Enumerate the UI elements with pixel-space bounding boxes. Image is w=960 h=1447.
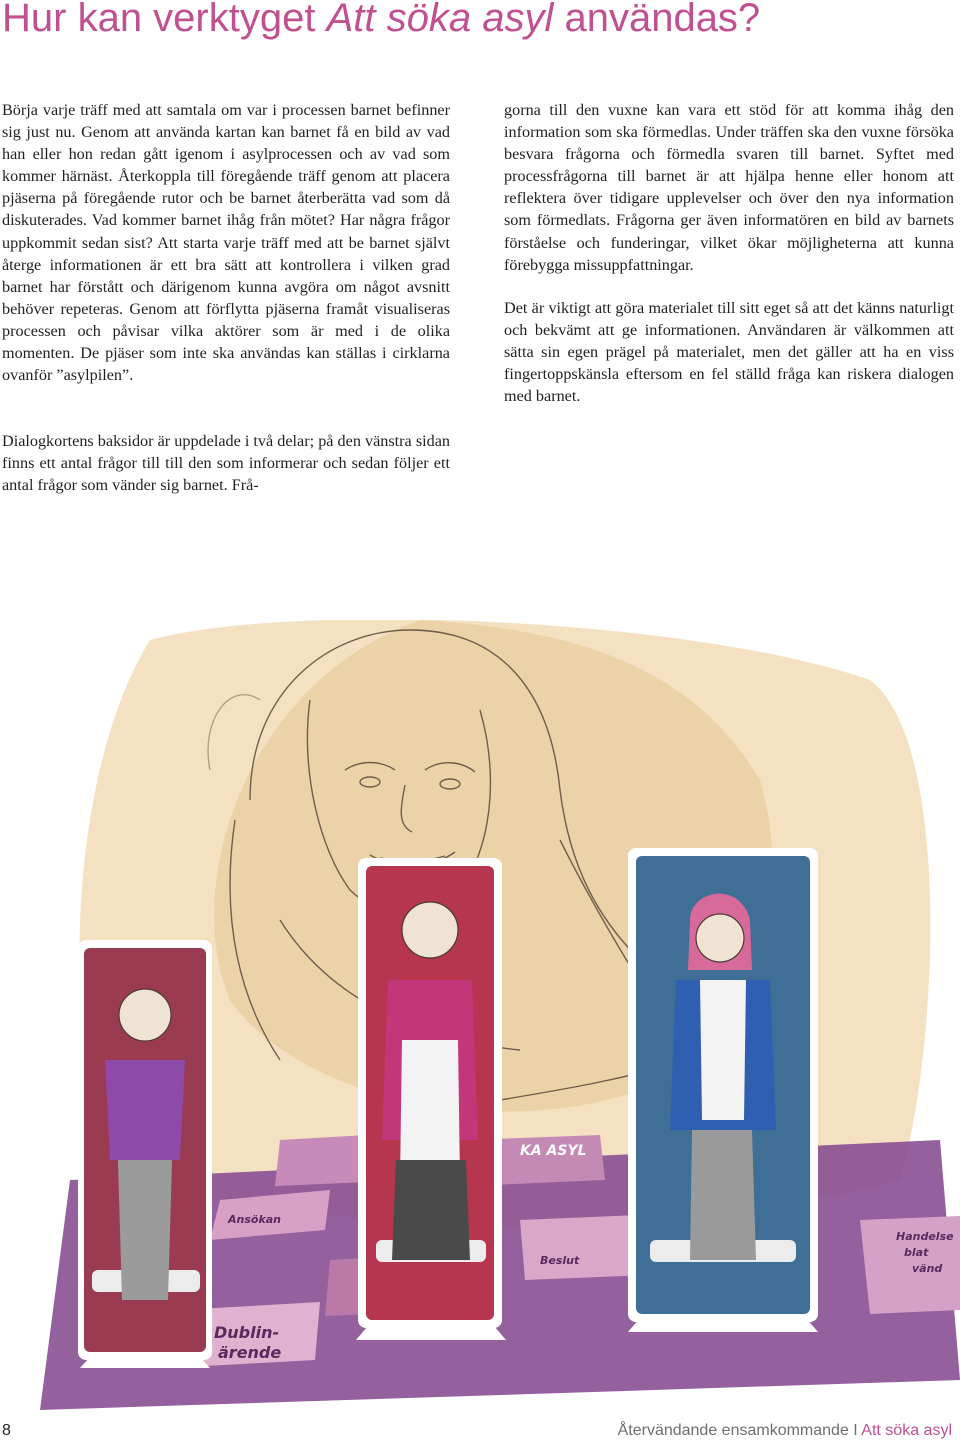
publication-accent: Att söka asyl <box>861 1422 952 1439</box>
title-part-2: användas? <box>553 0 761 40</box>
board-label-dublin-2: ärende <box>218 1343 282 1362</box>
right-column <box>504 99 954 407</box>
paragraph-own-material: Det är viktigt att göra materialet till sitt eget så att det känns naturligt och bekvämt att ge informationen. Användaren är välkommen att sätta sin egen prägel på materialet, men det gäller att ha en viss fingertoppskänsla eftersom en fel ställd fråga kan riskera dialogen med barnet. <box>504 298 954 406</box>
paragraph-questions: gorna till den vuxne kan vara ett stöd för att komma ihåg den information som ska förmedlas. Under träffen ska den vuxne försöka besvara frågorna och förmedla svaren till barnet. Syftet med processfrågorna till barnet är att hjälpa henne eller honom att reflektera över tidigare upplevelser och över den nya information som förmedlats. Frågorna ger även informatören en bild av barnets förståelse och funderingar, vilket ökar möjligheterna att kunna förebygga missuppfattningar. <box>504 101 954 274</box>
board-label-dublin-1: Dublin- <box>214 1323 280 1342</box>
board-label-corner-1: Handelse <box>896 1230 954 1243</box>
board-label-beslut: Beslut <box>540 1254 580 1267</box>
publication-footer <box>618 1422 952 1440</box>
page-title <box>2 0 760 41</box>
left-column <box>2 99 450 386</box>
paragraph-intro: Börja varje träff med att samtala om var i processen barnet befinner sig just nu. Genom att använda kartan kan barnet få en bild av vad han eller hon redan gått igenom i asylprocessen och av vad som kommer härnäst. Återkoppla till föregående träff genom att placera pjäserna på föregående rutor och be barnet återberätta vad som då diskuterades. Vad kommer barnet ihåg från mötet? Har några frågor uppkommit sedan sist? Att starta varje träff med att be barnet självt återge informationen är ett bra sätt att kontrollera i vilken grad barnet har förstått och därigenom kunna avgöra om något avsnitt behöver repeteras. Genom att förflytta pjäserna framåt visualiseras processen och påvisar vilka aktörer som är med i de olika momenten. De pjäser som inte ska användas kan ställas i cirklarna ovanför ”asylpilen”. <box>2 101 450 385</box>
board-label-corner-2: blat <box>904 1246 929 1259</box>
publication-name: Återvändande ensamkommande I <box>617 1422 862 1439</box>
left-column-bottom <box>2 430 450 496</box>
title-italic: Att söka asyl <box>326 0 554 40</box>
game-piece-girl <box>628 848 818 1332</box>
paragraph-dialog-cards: Dialogkortens baksidor är uppdelade i två delar; på den vänstra sidan finns ett antal frågor till till den som informerar och sedan följer ett antal frågor som vänder sig barnet. Frå- <box>2 432 450 495</box>
illustration <box>0 620 960 1410</box>
board-label-ansokan: Ansökan <box>228 1213 282 1226</box>
game-piece-boy <box>78 940 212 1368</box>
page-number: 8 <box>2 1422 11 1439</box>
board-title: KA ASYL <box>520 1143 587 1159</box>
game-piece-woman <box>356 858 506 1340</box>
board-label-corner-3: vänd <box>912 1262 943 1275</box>
title-part-1: Hur kan verktyget <box>2 0 327 40</box>
